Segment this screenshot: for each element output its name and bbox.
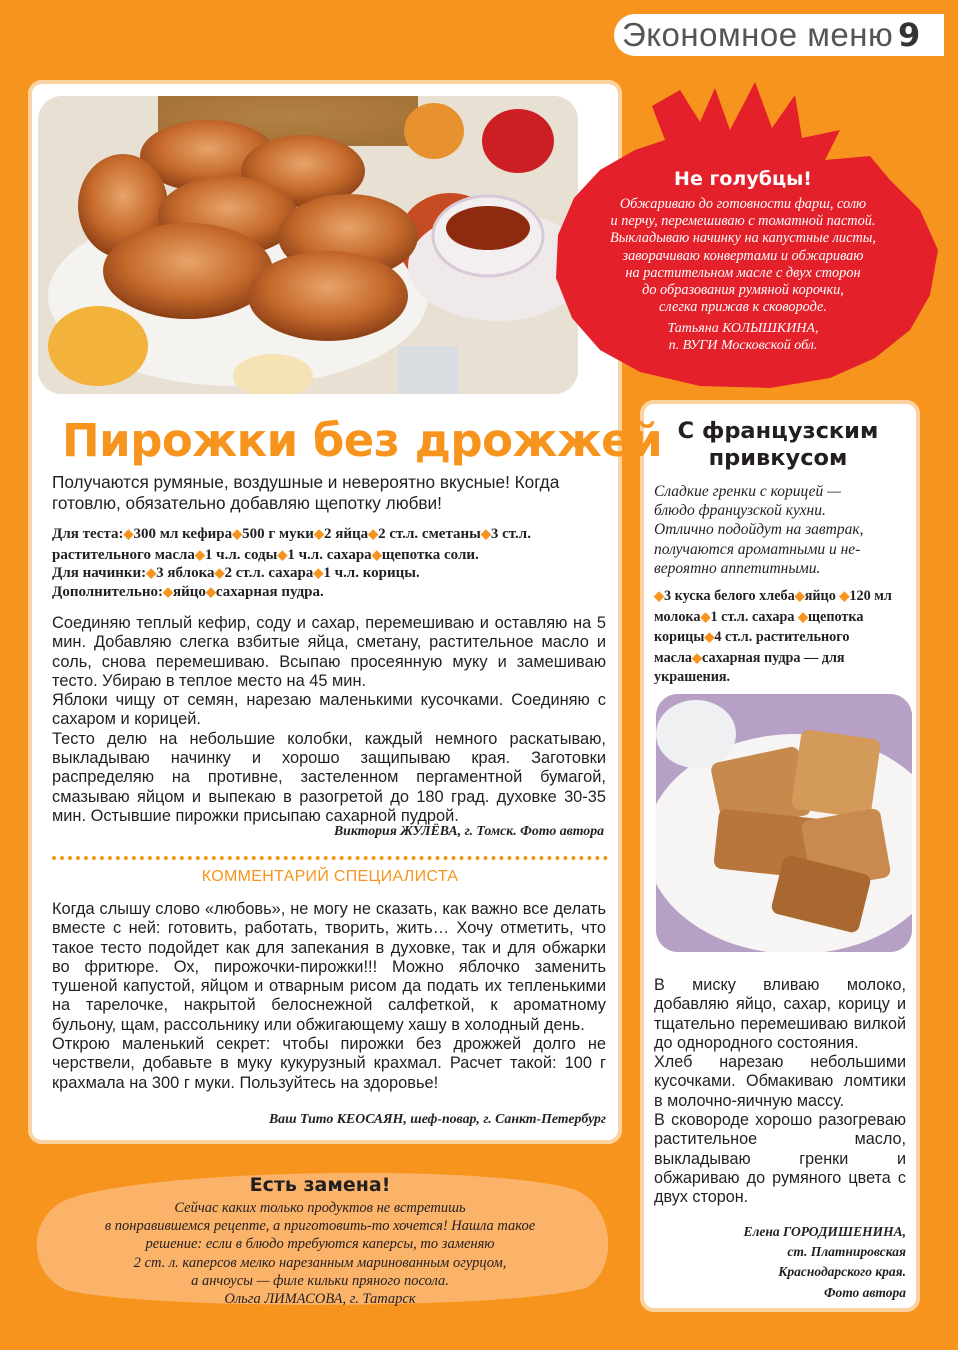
side-method-paragraph: В миску вливаю молоко, добавляю яйцо, сахар, корицу и тщательно перемешиваю вилкой до однородного состояния. — [654, 976, 906, 1052]
ingredient: яйцо — [172, 584, 206, 600]
tip-author: Татьяна КОЛЫШКИНА, — [667, 321, 819, 337]
side-title-line: С французским — [677, 418, 879, 444]
method-paragraph: Тесто делю на небольшие колобки, каждый немного раскатываю, выкладываю начинку и хорошо защипываю края. Заготовки распределяю на противне, застеленном пергаментной бумагой, смазываю яйцом и выпекаю в разогретой до 180 град. духовке 30-35 мин. Остывшие пирожки присыпаю сахарной пудрой. — [52, 729, 606, 825]
substitute-title: Есть замена! — [249, 1174, 391, 1196]
side-signature — [654, 1222, 906, 1303]
comment-paragraph: Открою маленький секрет: чтобы пирожки без дрожжей долго не черствели, добавьте в муку кукурузный крахмал. Расчет такой: 100 г крахмала на 300 г муки. Пользуйтесь на здоровье! — [52, 1035, 606, 1092]
side-intro-line: Отлично подойдут на завтрак, — [654, 521, 864, 539]
ingredient: 300 мл кефира — [133, 526, 233, 542]
french-toast-illustration — [656, 694, 912, 952]
filling-ingredients: Для начинки:◆3 яблока◆2 ст.л. сахара◆1 ч.л. корицы. — [52, 565, 420, 581]
ingredient: 2 яйца — [323, 526, 369, 542]
tip-body-line: и перчу, перемешиваю с томатной пастой. — [610, 213, 876, 230]
expert-comment-heading: КОММЕНТАРИЙ СПЕЦИАЛИСТА — [201, 868, 459, 885]
side-sig-line: ст. Платнировская — [787, 1244, 906, 1260]
recipe-signature: Виктория ЖУЛЁВА, г. Томск. Фото автора — [333, 823, 604, 838]
method-paragraph: Яблоки чищу от семян, нарезаю маленькими кусочками. Соединяю с сахаром и корицей. — [52, 691, 606, 729]
side-method-paragraph: В сковороде хорошо разогреваю растительное масло, выкладываю гренки и обжариваю до румяного цвета с двух сторон. — [654, 1111, 906, 1207]
tip-body-line: заворачиваю конвертами и обжариваю — [622, 247, 864, 264]
recipe-intro: Получаются румяные, воздушные и невероятно вкусные! Когда готовлю, обязательно добавляю щепотку любви! — [52, 472, 560, 513]
side-ingredients: ◆3 куска белого хлеба◆яйцо ◆120 мл молока◆1 ст.л. сахара ◆щепотка корицы◆4 ст.л. растительного масла◆сахарная пудра — для украшения. — [654, 588, 892, 686]
ingredient: яйцо — [804, 588, 836, 604]
side-sig-line: Краснодарского края. — [778, 1264, 906, 1280]
ingredient: 1 ст.л. сахара — [710, 608, 795, 625]
ingredient: щепотка соли. — [381, 546, 479, 563]
recipe-title: Пирожки без дрожжей — [62, 414, 663, 467]
ingredient: 3 куска белого хлеба — [664, 588, 795, 604]
section-title: Экономное меню — [622, 16, 894, 53]
ingredient: сахарная пудра. — [215, 584, 324, 600]
side-recipe-title — [648, 418, 908, 472]
expert-signature: Ваш Тито КЕОСАЯН, шеф-повар, г. Санкт-Петербург — [268, 1111, 606, 1126]
ingredient: 1 ч.л. соды — [204, 546, 278, 563]
pies-photo — [38, 96, 578, 394]
tip-body-line: слегка прижав к сковороде. — [659, 299, 827, 316]
dough-label: Для теста: — [52, 526, 124, 542]
side-intro-line: блюдо французской кухни. — [654, 502, 826, 520]
french-toast-photo — [656, 694, 912, 952]
extra-label: Дополнительно: — [52, 584, 163, 600]
tip-body-line: Выкладываю начинку на капустные листы, — [610, 230, 876, 247]
expert-comment — [52, 900, 606, 1093]
side-sig-line: Фото автора — [823, 1284, 906, 1300]
comment-paragraph: Когда слышу слово «любовь», не могу не сказать, как важно все делать вместе с ней: готовить, работать, творить, жить… Хочу отметить, что такое тесто подойдет как для запекания в духовке, так и для обжарки во фритюре. Ох, пирожочки-пирожки!!! Можно яблочко заменить тушеной капустой, яйцом и отварным рисом да подать их тепленькими на тарелочке, накрытой белоснежной салфеткой, к ароматному бульону, щам, рассольнику или обжигающему хашу в холодный день. — [52, 900, 606, 1034]
side-recipe-method — [654, 976, 906, 1208]
side-intro-line: получаются ароматными и не- — [654, 540, 861, 558]
side-intro-line: вероятно аппетитными. — [654, 559, 821, 577]
side-intro-line: Сладкие гренки с корицей — — [654, 483, 841, 500]
side-recipe-intro — [654, 482, 906, 578]
side-title-line: привкусом — [708, 445, 848, 471]
ingredient: 120 мл молока — [654, 588, 892, 625]
dough-ingredients: Для теста:◆300 мл кефира◆500 г муки◆2 яйца◆2 ст.л. сметаны◆3 ст.л. растительного масла◆1 ч.л. соды◆1 ч.л. сахара◆щепотка соли. — [52, 526, 531, 563]
tip-body-line: до образования румяной корочки, — [642, 282, 844, 299]
substitute-line: а анчоусы — филе кильки пряного посола. — [191, 1272, 449, 1289]
substitute-line: 2 ст. л. каперсов мелко нарезанным маринованным огурцом, — [133, 1254, 507, 1271]
extra-ingredients: Дополнительно:◆яйцо◆сахарная пудра. — [52, 584, 324, 600]
tip-body-line: Обжариваю до готовности фарш, солю — [619, 196, 867, 212]
substitute-author: Ольга ЛИМАСОВА, г. Татарск — [224, 1291, 416, 1308]
tip-body-line: на растительном масле с двух сторон — [625, 264, 861, 281]
substitute-line: решение: если в блюдо требуются каперсы, то заменяю — [145, 1236, 495, 1253]
pies-illustration — [38, 96, 578, 394]
side-method-paragraph: Хлеб нарезаю небольшими кусочками. Обмакиваю ломтики в молочно-яичную массу. — [654, 1053, 906, 1110]
ingredient: 1 ч.л. корицы. — [323, 565, 420, 581]
ingredient: 1 ч.л. сахара — [287, 546, 372, 563]
filling-label: Для начинки: — [52, 565, 147, 581]
ingredient: 3 яблока — [156, 565, 215, 581]
side-sig-line: Елена ГОРОДИШЕНИНА, — [743, 1224, 906, 1239]
substitute-line: в понравившемся рецепте, а приготовить-то хочется! Нашла такое — [104, 1218, 536, 1235]
dotted-divider — [52, 856, 608, 860]
recipe-method — [52, 614, 606, 826]
tip-splash — [578, 168, 908, 354]
page-number: 9 — [898, 16, 921, 54]
ingredient: 2 ст.л. сахара — [224, 565, 314, 581]
ingredient: 4 ст.л. растительного масла — [654, 629, 850, 666]
ingredient: 2 ст.л. сметаны — [378, 526, 481, 542]
substitute-tip — [60, 1174, 580, 1308]
ingredient: 500 г муки — [242, 526, 314, 542]
ingredient: 3 ст.л. растительного масла — [52, 526, 531, 563]
tip-title: Не голубцы! — [674, 168, 812, 190]
method-paragraph: Соединяю теплый кефир, соду и сахар, перемешиваю и оставляю на 5 мин. Добавляю слегка взбитые яйца, сметану, растительное масло и соль, снова перемешиваю. Всыпаю просеянную муку и замешиваю тесто. Убираю в теплое место на 45 мин. — [52, 614, 606, 690]
ingredient: щепотка корицы — [654, 608, 864, 646]
substitute-line: Сейчас каких только продуктов не встретишь — [174, 1200, 466, 1216]
tip-author-place: п. ВУГИ Московской обл. — [668, 338, 818, 354]
ingredient: сахарная пудра — для украшения. — [654, 649, 845, 686]
